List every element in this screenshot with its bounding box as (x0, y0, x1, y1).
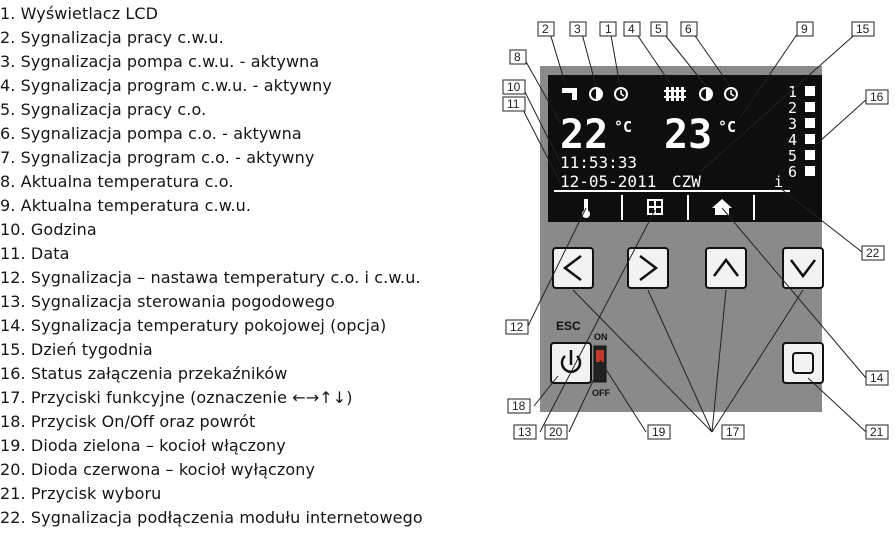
svg-text:8: 8 (514, 50, 521, 64)
select-button[interactable] (783, 343, 823, 383)
lcd-icon-strip (548, 193, 822, 222)
svg-text:5: 5 (655, 22, 662, 36)
legend-item: 10. Godzina (0, 220, 97, 239)
callout-21 (866, 425, 888, 439)
svg-text:17: 17 (726, 425, 740, 439)
callout-20 (545, 425, 567, 439)
relay-number: 1 (788, 83, 798, 101)
svg-text:18: 18 (512, 399, 526, 413)
temp-co-unit: °C (614, 118, 633, 136)
legend-item: 11. Data (0, 244, 70, 263)
legend-item: 22. Sygnalizacja podłączenia modułu internetowego (0, 508, 423, 527)
svg-text:19: 19 (652, 425, 666, 439)
callout-10 (503, 80, 525, 94)
callout-22 (862, 246, 884, 260)
callout-17 (722, 425, 744, 439)
legend-item: 21. Przycisk wyboru (0, 484, 162, 503)
callout-14 (866, 371, 888, 385)
esc-label: ESC (556, 319, 581, 333)
legend-item: 15. Dzień tygodnia (0, 340, 153, 359)
legend-item: 8. Aktualna temperatura c.o. (0, 172, 234, 191)
relay-status-box (805, 102, 815, 112)
legend-item: 18. Przycisk On/Off oraz powrót (0, 412, 256, 431)
off-label: OFF (592, 388, 610, 398)
svg-text:11: 11 (507, 97, 520, 111)
svg-text:16: 16 (870, 90, 884, 104)
svg-text:10: 10 (507, 80, 521, 94)
legend-item: 4. Sygnalizacja program c.w.u. - aktywny (0, 76, 332, 95)
legend-item: 12. Sygnalizacja – nastawa temperatury c.o. i c.w.u. (0, 268, 421, 287)
legend-item: 17. Przyciski funkcyjne (oznaczenie ←→↑↓) (0, 388, 353, 407)
callout-5 (651, 22, 667, 36)
callout-15 (852, 22, 874, 36)
svg-text:4: 4 (628, 22, 635, 36)
right-arrow-button[interactable] (628, 248, 668, 288)
callout-1 (600, 22, 616, 36)
svg-text:20: 20 (549, 425, 563, 439)
callout-12 (506, 320, 528, 334)
callout-6 (681, 22, 697, 36)
svg-text:12: 12 (510, 320, 524, 334)
svg-text:3: 3 (574, 22, 581, 36)
legend-item: 3. Sygnalizacja pompa c.w.u. - aktywna (0, 52, 320, 71)
legend-item: 9. Aktualna temperatura c.w.u. (0, 196, 252, 215)
down-arrow-button[interactable] (783, 248, 823, 288)
relay-number: 6 (788, 163, 798, 181)
relay-status-box (805, 118, 815, 128)
callout-9 (797, 22, 813, 36)
callout-8 (510, 50, 526, 64)
lcd-time: 11:53:33 (560, 153, 638, 172)
legend-item: 20. Dioda czerwona – kocioł wyłączony (0, 460, 316, 479)
legend-item: 6. Sygnalizacja pompa c.o. - aktywna (0, 124, 302, 143)
legend-item: 16. Status załączenia przekaźników (0, 364, 288, 383)
lcd-internet-marker: i (774, 173, 784, 191)
left-arrow-button[interactable] (553, 248, 593, 288)
callout-13 (514, 425, 536, 439)
svg-text:1: 1 (605, 22, 612, 36)
relay-number: 3 (788, 115, 798, 133)
relay-status-box (805, 86, 815, 96)
callout-18 (508, 399, 530, 413)
svg-text:2: 2 (542, 22, 549, 36)
relay-status-box (805, 134, 815, 144)
svg-text:6: 6 (685, 22, 692, 36)
svg-text:22: 22 (866, 246, 880, 260)
callout-3 (570, 22, 586, 36)
toggle-switch-icon[interactable] (594, 346, 606, 382)
legend-item: 2. Sygnalizacja pracy c.w.u. (0, 28, 224, 47)
legend-item: 1. Wyświetlacz LCD (0, 4, 159, 23)
callout-2 (538, 22, 554, 36)
legend-item: 13. Sygnalizacja sterowania pogodowego (0, 292, 335, 311)
up-arrow-button[interactable] (706, 248, 746, 288)
relay-number: 5 (788, 147, 798, 165)
callout-11 (503, 97, 525, 111)
on-label: ON (594, 332, 608, 342)
svg-text:15: 15 (856, 22, 870, 36)
legend-item: 5. Sygnalizacja pracy c.o. (0, 100, 207, 119)
relay-status-box (805, 150, 815, 160)
lcd-weekday: CZW (672, 172, 701, 191)
relay-number: 4 (788, 131, 798, 149)
svg-text:14: 14 (870, 371, 884, 385)
svg-text:9: 9 (801, 22, 808, 36)
legend-item: 14. Sygnalizacja temperatury pokojowej (opcja) (0, 316, 387, 335)
svg-text:21: 21 (870, 425, 884, 439)
relay-number: 2 (788, 99, 798, 117)
temp-cwu-value: 23 (664, 112, 713, 158)
legend-item: 7. Sygnalizacja program c.o. - aktywny (0, 148, 315, 167)
callout-4 (624, 22, 640, 36)
temp-co-value: 22 (560, 112, 609, 158)
svg-text:13: 13 (518, 425, 532, 439)
temp-cwu-unit: °C (718, 118, 737, 136)
legend-item: 19. Dioda zielona – kocioł włączony (0, 436, 286, 455)
relay-status-box (805, 166, 815, 176)
lcd-date: 12-05-2011 (560, 172, 657, 191)
callout-16 (866, 90, 888, 104)
callout-19 (648, 425, 670, 439)
